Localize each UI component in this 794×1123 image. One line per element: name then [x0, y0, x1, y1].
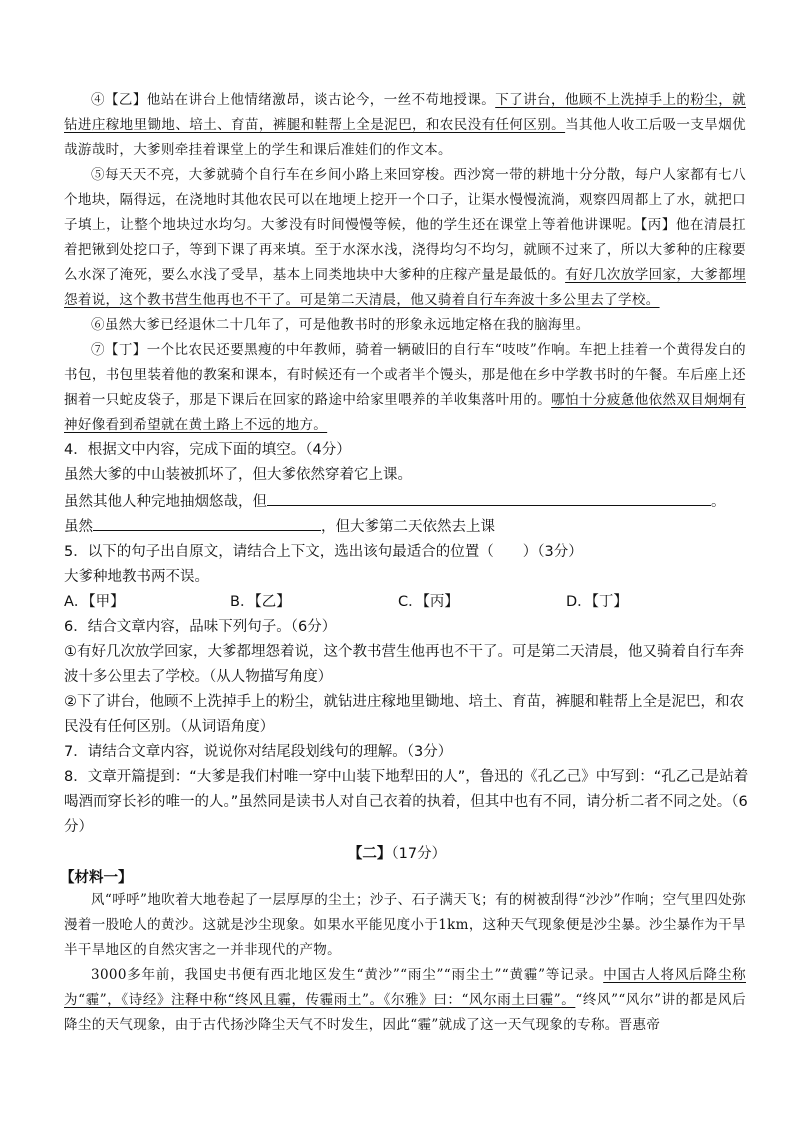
paragraph-text: ④【乙】他站在讲台上他情绪激昂，谈古论今，一丝不苟地授课。	[91, 92, 496, 108]
question-4-line-2: 虽然其他人种完地抽烟悠哉，但 。	[64, 490, 726, 511]
underlined-sentence: 哪怕十分疲惫他依然双目炯炯有神好像看到希望就在黄土路上不远的地方。	[64, 392, 746, 433]
question-6-sentence-1: ①有好几次放学回家，大爹都埋怨着说，这个教书营生他再也不干了。可是第二天清晨，他又骑着自行车奔波十多公里去了学校。（从人物描写角度）	[64, 644, 744, 685]
underlined-sentence: 中国古人将风后降尘称为“霾”，《诗经》注释中称“终风且霾，传霾雨土”。《尔雅》曰：“风尔雨土曰霾”。	[64, 967, 746, 1008]
fill-blank-1[interactable]	[267, 491, 711, 506]
passage-paragraph-6: ⑥虽然大爹已经退休二十几年了，可是他教书时的形象永远地定格在我的脑海里。	[91, 317, 590, 333]
material-1-paragraph-2	[64, 963, 746, 1038]
option-c[interactable]: C．【丙】	[398, 594, 459, 610]
question-4-line-1: 虽然大爹的中山装被抓坏了，但大爹依然穿着它上课。	[64, 467, 412, 483]
question-6-sentence-2: ②下了讲台，他顾不上洗掉手上的粉尘，就钻进庄稼地里锄地、培土、育苗，裤腿和鞋帮上全是泥巴，和农民没有任何区别。（从词语角度）	[64, 694, 744, 735]
option-a[interactable]: A．【甲】	[64, 594, 125, 610]
paragraph-text: ⑤每天天不亮，大爹就骑个自行车在乡间小路上来回穿梭。西沙窝一带的耕地十分分散，每户人家都有七八个地块，隔得远，在浇地时其他农民可以在地埂上挖开一个口子，让渠水慢慢流淌，观察四周都上了水，就把口子填上，让整个地块过水均匀。大爹没有时间慢慢等候，他的学生还在课堂上等着他讲课呢。【丙】他在清晨扛着把锹到处挖口子，等到下课了再来填。至于水深水浅，浇得均匀不均匀，就顾不过来了，所以大爹种的庄稼要么水深了淹死，要么水浅了受旱，基本上同类地块中大爹种的庄稼产量是最低的。	[64, 167, 746, 283]
paragraph-text: 当其他人收工后吸一支旱烟优哉游哉时，大爹则牵挂着课堂上的学生和课后准娃们的作文本。	[64, 117, 746, 158]
paragraph-text: ⑦【丁】一个比农民还要黑瘦的中年教师，骑着一辆破旧的自行车“吱吱”作响。车把上挂着一个黄得发白的书包，书包里装着他的教案和课本，有时候还有一个或者半个馒头，那是他在乡中学教书时的午餐。车后座上还捆着一只蛇皮袋子，那是下课后在回家的路途中给家里喂养的羊收集落叶用的。	[64, 342, 746, 408]
underlined-sentence: 下了讲台，他顾不上洗掉手上的粉尘，就钻进庄稼地里锄地、培土、育苗，裤腿和鞋帮上全是泥巴，和农民没有任何区别。	[64, 92, 746, 133]
question-4-line-3: 虽然 ，但大爹第二天依然去上课	[64, 515, 495, 536]
paragraph-text: 3000多年前，我国史书便有西北地区发生“黄沙”“雨尘”“雨尘土”“黄霾”等记录。	[91, 967, 604, 983]
question-7: 7．请结合文章内容，说说你对结尾段划线句的理解。（3分）	[64, 744, 453, 760]
option-d[interactable]: D．【丁】	[566, 594, 628, 610]
section-2-header: 【二】（17分）	[347, 846, 447, 862]
question-4-stem: 4．根据文中内容，完成下面的填空。（4分）	[64, 442, 351, 458]
option-b[interactable]: B．【乙】	[230, 594, 291, 610]
passage-paragraph-4	[64, 88, 746, 163]
question-5-stem: 5．以下的句子出自原文，请结合上下文，选出该句最适合的位置（ ）（3分）	[64, 544, 583, 560]
passage-paragraph-5	[64, 163, 746, 313]
question-8: 8．文章开篇提到：“大爹是我们村唯一穿中山装下地犁田的人”，鲁迅的《孔乙己》中写到：“孔乙己是站着喝酒而穿长衫的唯一的人。”虽然同是读书人对自己衣着的执着，但其中也有不同，请分析二者不同之处。（6分）	[64, 769, 749, 835]
underlined-sentence: 有好几次放学回家，大爹都埋怨着说，这个教书营生他再也不干了。可是第二天清晨，他又骑着自行车奔波十多公里去了学校。	[64, 267, 746, 308]
paragraph-text: “终风”“风尔”讲的都是风后降尘的天气现象，由于古代扬沙降尘天气不时发生，因此“霾”就成了这一天气现象的专称。晋惠帝	[64, 992, 746, 1033]
question-6-stem: 6．结合文章内容，品味下列句子。（6分）	[64, 619, 337, 635]
material-1-paragraph-1: 风“呼呼”地吹着大地卷起了一层厚厚的尘土；沙子、石子满天飞；有的树被刮得“沙沙”作响；空气里四处弥漫着一股呛人的黄沙。这就是沙尘现象。如果水平能见度小于1km，这种天气现象便是沙尘暴。沙尘暴作为干旱半干旱地区的自然灾害之一并非现代的产物。	[64, 892, 746, 958]
passage-paragraph-7	[64, 338, 746, 438]
fill-blank-2[interactable]	[93, 516, 321, 531]
material-1-label: 【材料一】	[60, 870, 133, 886]
question-5-sentence: 大爹种地教书两不误。	[64, 569, 209, 585]
